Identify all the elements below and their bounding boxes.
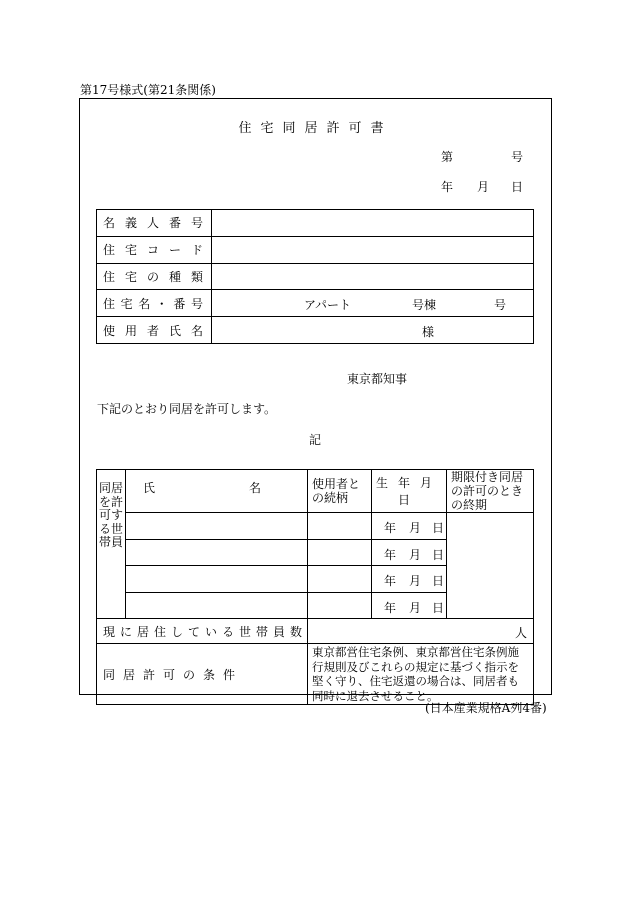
relation-header: 使用者との続柄	[308, 470, 372, 513]
condition-row	[97, 644, 534, 705]
member-name[interactable]	[125, 539, 307, 566]
form-number: 第17号様式(第21条関係)	[80, 83, 216, 97]
housing-name-value[interactable]	[212, 290, 534, 317]
housing-code-label: 住 宅 コ ー ド	[103, 243, 203, 258]
member-relation[interactable]	[308, 539, 372, 566]
info-label	[97, 263, 212, 290]
info-row	[97, 236, 534, 263]
birth-month: 月	[409, 574, 422, 588]
member-relation[interactable]	[308, 566, 372, 593]
date-year: 年	[441, 180, 454, 194]
holder-number-label: 名 義 人 番 号	[103, 216, 203, 231]
birth-year: 年	[384, 547, 397, 562]
ki-mark: 記	[309, 433, 322, 447]
birth-year: 年	[384, 574, 397, 588]
current-members-value[interactable]	[308, 619, 534, 644]
number-prefix: 第	[441, 150, 454, 164]
birth-day: 日	[432, 574, 445, 588]
birth-month: 月	[409, 547, 422, 562]
birth-day: 日	[432, 600, 445, 615]
condition-label: 同居許可の条件	[97, 644, 308, 705]
housing-type-label: 住 宅 の 種 類	[103, 269, 203, 284]
condition-text: 東京都営住宅条例、東京都営住宅条例施行規則及びこれらの規定に基づく指示を堅く守り、住宅返還の場合は、同居者も同時に退去させること。	[308, 644, 534, 705]
info-row	[97, 210, 534, 237]
issuer: 東京都知事	[347, 372, 408, 386]
birth-header: 生年月日	[372, 470, 447, 513]
name-header-b: 名	[248, 481, 261, 495]
info-row	[97, 290, 534, 317]
persons-unit: 人	[514, 626, 527, 640]
member-birth[interactable]	[372, 539, 447, 566]
member-birth[interactable]	[372, 592, 447, 619]
member-name[interactable]	[125, 566, 307, 593]
date-month: 月	[477, 180, 490, 194]
current-members-label: 現に居住している世帯員数	[97, 619, 308, 644]
paper-size-note: (日本産業規格A列4番)	[425, 701, 547, 715]
member-row	[97, 513, 534, 540]
apartment-text: アパート	[304, 298, 352, 313]
honorific-text: 様	[422, 325, 435, 340]
birth-month: 月	[409, 521, 422, 535]
info-label	[97, 236, 212, 263]
housing-code-value[interactable]	[212, 236, 534, 263]
info-row	[97, 263, 534, 290]
current-members-row	[97, 619, 534, 644]
member-header-row	[97, 470, 534, 513]
member-name[interactable]	[125, 592, 307, 619]
birth-day: 日	[432, 547, 445, 562]
name-header	[125, 470, 307, 513]
info-label	[97, 290, 212, 317]
user-name-value[interactable]	[212, 317, 534, 344]
member-relation[interactable]	[308, 592, 372, 619]
building-text: 号棟	[412, 298, 437, 313]
birth-month: 月	[409, 600, 422, 615]
member-table	[96, 469, 534, 705]
member-birth[interactable]	[372, 566, 447, 593]
member-name[interactable]	[125, 513, 307, 540]
member-period[interactable]	[447, 513, 534, 619]
holder-number-value[interactable]	[212, 210, 534, 237]
statement: 下記のとおり同居を許可します。	[97, 402, 277, 416]
user-name-label: 使 用 者 氏 名	[103, 323, 203, 338]
birth-year: 年	[384, 521, 397, 535]
period-header: 期限付き同居の許可のときの終期	[447, 470, 534, 513]
member-relation[interactable]	[308, 513, 372, 540]
info-table	[96, 209, 534, 344]
birth-year: 年	[384, 600, 397, 615]
section-label: 同居を許可する世帯員	[97, 470, 126, 619]
housing-name-label: 住 宅 名 ・ 番 号	[103, 296, 203, 311]
info-row	[97, 317, 534, 344]
unit-text: 号	[494, 298, 507, 313]
date-day: 日	[511, 180, 524, 194]
number-suffix: 号	[511, 150, 524, 164]
info-label	[97, 317, 212, 344]
info-label	[97, 210, 212, 237]
birth-day: 日	[432, 521, 445, 535]
member-birth[interactable]	[372, 513, 447, 540]
document-title: 住宅同居許可書	[238, 121, 393, 136]
housing-type-value[interactable]	[212, 263, 534, 290]
name-header-a: 氏	[142, 481, 155, 495]
